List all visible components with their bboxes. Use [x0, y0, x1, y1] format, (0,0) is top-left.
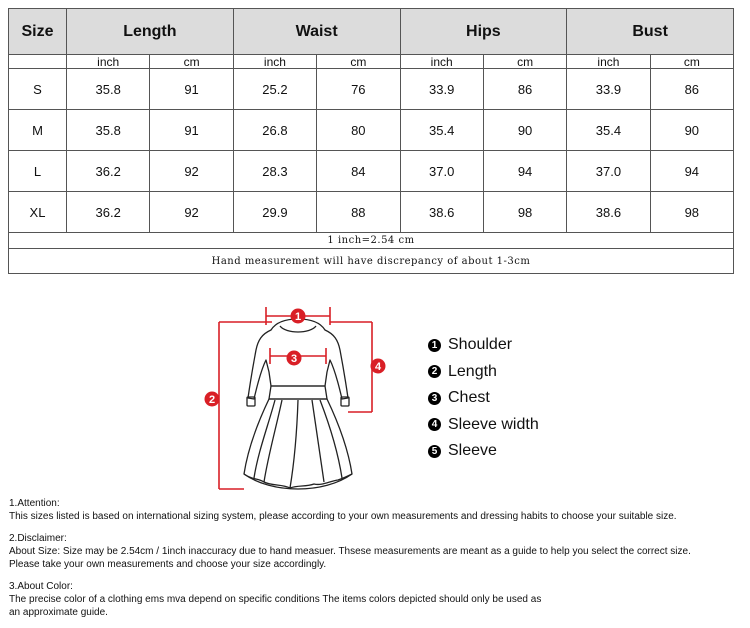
- header-hips: Hips: [400, 9, 567, 55]
- marker-1: [291, 309, 306, 324]
- note-title: 1.Attention:: [9, 498, 60, 509]
- conversion-note: 1 inch=2.54 cm: [9, 233, 734, 249]
- marker-2: [205, 392, 220, 407]
- value-cell: 26.8: [233, 110, 316, 151]
- svg-text:2: 2: [208, 394, 216, 406]
- value-cell: 36.2: [67, 192, 150, 233]
- table-row: [9, 110, 734, 151]
- size-cell: L: [9, 151, 67, 192]
- value-cell: 80: [317, 110, 400, 151]
- value-cell: 33.9: [567, 69, 650, 110]
- value-cell: 38.6: [400, 192, 483, 233]
- unit-cell: cm: [150, 55, 233, 69]
- note-line: About Size: Size may be 2.54cm / 1inch inaccuracy due to hand measuer. Thsese measurements are meant as a guide to help you select the correct size.: [9, 546, 691, 557]
- dress-measurement-diagram: [196, 298, 392, 492]
- value-cell: 38.6: [567, 192, 650, 233]
- legend-label: Chest: [448, 389, 490, 407]
- legend-number: 4: [428, 418, 441, 431]
- value-cell: 28.3: [233, 151, 316, 192]
- value-cell: 35.4: [400, 110, 483, 151]
- value-cell: 86: [483, 69, 566, 110]
- table-row: [9, 69, 734, 110]
- value-cell: 90: [650, 110, 733, 151]
- hand-measurement-row: [9, 249, 734, 274]
- value-cell: 94: [650, 151, 733, 192]
- size-chart-table: [8, 8, 734, 274]
- unit-cell: inch: [233, 55, 316, 69]
- header-waist: Waist: [233, 9, 400, 55]
- value-cell: 25.2: [233, 69, 316, 110]
- value-cell: 92: [150, 192, 233, 233]
- value-cell: 35.4: [567, 110, 650, 151]
- unit-cell: inch: [400, 55, 483, 69]
- legend-item-length: [428, 359, 539, 386]
- value-cell: 37.0: [567, 151, 650, 192]
- value-cell: 94: [483, 151, 566, 192]
- table-row: [9, 151, 734, 192]
- legend-item-sleeve-width: [428, 412, 539, 439]
- value-cell: 90: [483, 110, 566, 151]
- notes-section: [9, 497, 749, 628]
- unit-cell: inch: [67, 55, 150, 69]
- hand-measurement-note: Hand measurement will have discrepancy of about 1-3cm: [9, 249, 734, 274]
- note-line: an approximate guide.: [9, 607, 108, 618]
- value-cell: 36.2: [67, 151, 150, 192]
- size-cell: S: [9, 69, 67, 110]
- svg-text:4: 4: [374, 361, 382, 373]
- note-title: 3.About Color:: [9, 581, 73, 592]
- size-cell: XL: [9, 192, 67, 233]
- legend-label: Shoulder: [448, 336, 513, 354]
- value-cell: 91: [150, 110, 233, 151]
- unit-cell: inch: [567, 55, 650, 69]
- table-row: [9, 192, 734, 233]
- value-cell: 37.0: [400, 151, 483, 192]
- note-line: This sizes listed is based on international sizing system, please according to your own measurements and dressing habits to choose your suitable size.: [9, 511, 677, 522]
- units-row: [9, 55, 734, 69]
- value-cell: 33.9: [400, 69, 483, 110]
- unit-cell: cm: [317, 55, 400, 69]
- size-cell: M: [9, 110, 67, 151]
- units-blank-cell: [9, 55, 67, 69]
- value-cell: 98: [483, 192, 566, 233]
- value-cell: 29.9: [233, 192, 316, 233]
- note-disclaimer: [9, 532, 749, 571]
- legend-label: Length: [448, 362, 497, 380]
- value-cell: 98: [650, 192, 733, 233]
- legend-item-sleeve: [428, 438, 539, 465]
- header-bust: Bust: [567, 9, 734, 55]
- note-about-color: [9, 580, 749, 619]
- unit-cell: cm: [483, 55, 566, 69]
- legend-item-chest: [428, 385, 539, 412]
- header-row: [9, 9, 734, 55]
- value-cell: 88: [317, 192, 400, 233]
- unit-cell: cm: [650, 55, 733, 69]
- marker-3: [287, 351, 302, 366]
- value-cell: 84: [317, 151, 400, 192]
- legend-label: Sleeve width: [448, 415, 539, 433]
- value-cell: 86: [650, 69, 733, 110]
- legend-label: Sleeve: [448, 442, 497, 460]
- note-attention: [9, 497, 749, 523]
- legend-item-shoulder: [428, 332, 539, 359]
- note-title: 2.Disclaimer:: [9, 533, 67, 544]
- header-size: Size: [9, 9, 67, 55]
- conversion-row: [9, 233, 734, 249]
- legend-number: 2: [428, 365, 441, 378]
- dress-illustration: [244, 319, 352, 489]
- header-length: Length: [67, 9, 234, 55]
- note-line: Please take your own measurements and choose your size accordingly.: [9, 559, 327, 570]
- legend-number: 5: [428, 445, 441, 458]
- marker-4: [371, 359, 386, 374]
- svg-text:3: 3: [290, 353, 298, 365]
- measurement-legend: [428, 332, 539, 465]
- value-cell: 35.8: [67, 69, 150, 110]
- svg-text:1: 1: [294, 311, 302, 323]
- legend-number: 3: [428, 392, 441, 405]
- legend-number: 1: [428, 339, 441, 352]
- value-cell: 92: [150, 151, 233, 192]
- value-cell: 91: [150, 69, 233, 110]
- value-cell: 35.8: [67, 110, 150, 151]
- note-line: The precise color of a clothing ems mva depend on specific conditions The items colors depicted should only be used as: [9, 594, 542, 605]
- value-cell: 76: [317, 69, 400, 110]
